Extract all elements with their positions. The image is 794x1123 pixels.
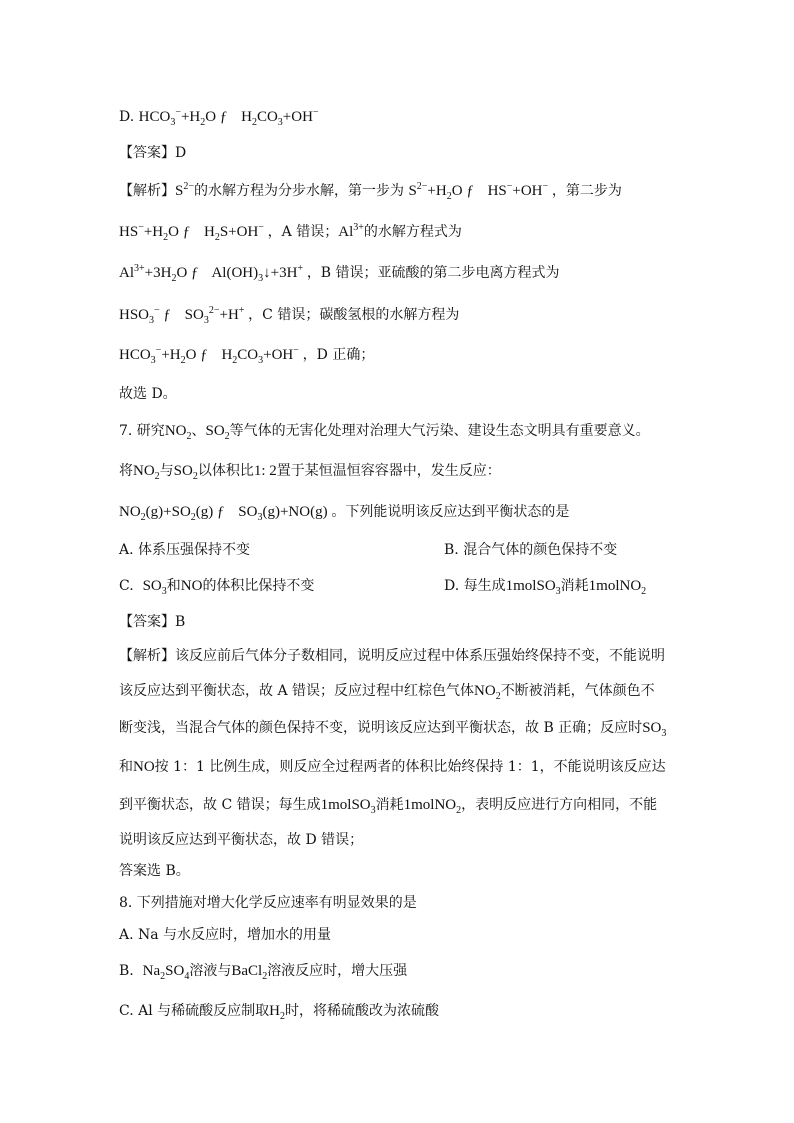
q7-analysis-line-3: 断变浅，当混合气体的颜色保持不变，说明该反应达到平衡状态，故 B 正确；反应时$SO_3$ bbox=[119, 720, 667, 739]
q7-option-d: D. 每生成1molSO$_3$消耗1molNO$_2$ bbox=[444, 578, 647, 597]
q7-option-b: B. 混合气体的颜色保持不变 bbox=[444, 542, 618, 558]
q7-stem-line-1: 7. 研究$NO_2$、$SO_2$等气体的无害化处理对治理大气污染、建设生态文明具有重要意义。 bbox=[119, 423, 650, 442]
q7-analysis-line-4: 和NO按 1：1 比例生成，则反应全过程两者的体积比始终保持 1：1，不能说明该反应达 bbox=[119, 759, 666, 775]
q8-stem: 8. 下列措施对增大化学反应速率有明显效果的是 bbox=[119, 895, 417, 911]
q6-answer: 【答案】D bbox=[119, 145, 187, 161]
q6-analysis-line-1: 【解析】$S^{2-}$的水解方程为分步水解，第一步为 $S^{2-}+H_2O$ ƒ HS−+OH− ，第二步为 bbox=[119, 181, 622, 202]
q8-option-a: A. Na 与水反应时，增加水的用量 bbox=[119, 927, 332, 943]
q7-reaction-equation: $NO_2(g)+SO_2(g)$ ƒ $SO_3(g)+NO(g)$ 。下列能说明该反应达到平衡状态的是 bbox=[119, 504, 570, 523]
q7-answer: 【答案】B bbox=[119, 614, 186, 630]
q7-stem-line-2: 将$NO_2$与$SO_2$以体积比1: 2置于某恒温恒容容器中，发生反应： bbox=[119, 463, 501, 482]
q7-option-c: C. $SO_3$和NO的体积比保持不变 bbox=[119, 578, 315, 597]
q7-analysis-line-2: 该反应达到平衡状态，故 A 错误；反应过程中红棕色气体$NO_2$不断被消耗，气体颜色不 bbox=[119, 683, 655, 702]
q6-analysis-line-4: $HSO_3^-$ ƒ $SO_3^{2-}+H^+$ ，C 错误；碳酸氢根的水解方程为 bbox=[119, 305, 460, 326]
q6-analysis-line-5: $HCO_3^-+H_2O$ ƒ $H_2CO_3+OH^-$ ，D 正确； bbox=[119, 345, 375, 366]
q8-option-c: C. Al 与稀硫酸反应制取$H_2$时，将稀硫酸改为浓硫酸 bbox=[119, 1003, 439, 1022]
q6-analysis-line-2: $HS^-+H_2O$ ƒ $H_2S+OH^-$ ，A 错误；$Al^{3+}$的水解方程式为 bbox=[119, 222, 462, 243]
q8-option-b: B. $Na_2SO_4$溶液与BaCl$_2$溶液反应时，增大压强 bbox=[119, 963, 408, 982]
q7-conclusion: 答案选 B。 bbox=[119, 863, 190, 879]
q6-option-d: D. $HCO_3^-+H_2O$ ƒ $H_2CO_3+OH^-$ bbox=[119, 107, 319, 128]
q6-conclusion: 故选 D。 bbox=[119, 386, 177, 402]
q7-option-a: A. 体系压强保持不变 bbox=[119, 542, 251, 558]
q7-analysis-line-6: 说明该反应达到平衡状态，故 D 错误； bbox=[119, 832, 364, 848]
q7-analysis-line-5: 到平衡状态，故 C 错误；每生成1molSO$_3$消耗1molNO$_2$，表明反应进行方向相同，不能 bbox=[119, 797, 658, 816]
q6-analysis-line-3: $Al^{3+}+3H_2O$ ƒ $Al(OH)_3↓+3H^+$ ，B 错误；亚硫酸的第二步电离方程式为 bbox=[119, 263, 560, 284]
q7-analysis-line-1: 【解析】该反应前后气体分子数相同，说明反应过程中体系压强始终保持不变，不能说明 bbox=[119, 648, 665, 664]
